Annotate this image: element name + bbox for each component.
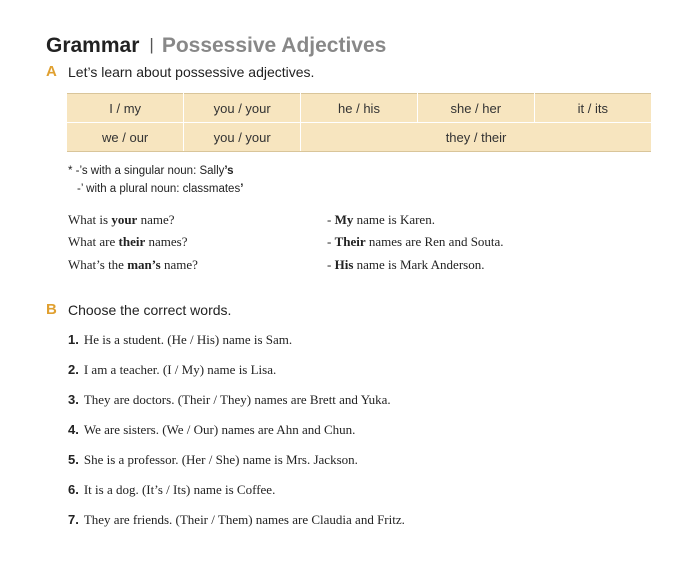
exercise-item	[68, 332, 292, 348]
note-text: -’ with a plural noun: classmates	[77, 183, 241, 195]
text: name is Mark Anderson.	[353, 257, 485, 272]
exercise-text: It is a dog. (It’s / Its) name is Coffee.	[83, 482, 276, 497]
note-bold: ’s	[224, 165, 234, 177]
example-answer	[327, 234, 504, 250]
table-row	[67, 94, 651, 123]
page-subtitle: Possessive Adjectives	[161, 34, 387, 57]
exercise-text: They are doctors. (Their / They) names are Brett and Yuka.	[83, 392, 391, 407]
table-cell: you / your	[184, 94, 301, 123]
text: What’s the	[68, 257, 128, 272]
exercise-text: He is a student. (He / His) name is Sam.	[83, 332, 293, 347]
text: names?	[145, 234, 188, 249]
table-cell: you / your	[184, 123, 301, 152]
text: names are Ren and Souta.	[365, 234, 504, 249]
exercise-text: She is a professor. (Her / She) name is Mrs. Jackson.	[83, 452, 358, 467]
text: What is	[68, 212, 112, 227]
table-cell: she / her	[417, 94, 534, 123]
text: -	[327, 234, 335, 249]
exercise-number: 2.	[68, 362, 79, 377]
exercise-number: 1.	[68, 332, 79, 347]
table-cell: I / my	[67, 94, 184, 123]
text: What are	[68, 234, 119, 249]
bold-word: His	[334, 257, 354, 272]
text: name?	[160, 257, 198, 272]
text: -	[327, 212, 335, 227]
table-cell: he / his	[301, 94, 418, 123]
table-cell: it / its	[534, 94, 651, 123]
bold-word: man’s	[127, 257, 161, 272]
section-b-label: B	[46, 301, 57, 318]
example-answer	[327, 212, 435, 228]
section-a-label: A	[46, 63, 57, 80]
table-cell: we / our	[67, 123, 184, 152]
bold-word: their	[118, 234, 146, 249]
section-a-instruction: Let’s learn about possessive adjectives.	[68, 64, 315, 80]
exercise-text: We are sisters. (We / Our) names are Ahn and Chun.	[83, 422, 356, 437]
example-question	[68, 257, 198, 273]
table-cell: they / their	[301, 123, 651, 152]
example-question	[68, 234, 187, 250]
pronoun-table	[67, 93, 651, 152]
page-header	[46, 34, 386, 58]
exercise-item	[68, 512, 405, 528]
section-b-instruction: Choose the correct words.	[68, 302, 232, 318]
text: name is Karen.	[353, 212, 435, 227]
note-plural	[77, 183, 243, 195]
exercise-item	[68, 452, 358, 468]
text: -	[327, 257, 335, 272]
note-bold: ’	[240, 183, 244, 195]
exercise-item	[68, 362, 276, 378]
bold-word: your	[111, 212, 138, 227]
table-row	[67, 123, 651, 152]
text: name?	[137, 212, 175, 227]
title-separator: |	[149, 35, 154, 54]
example-answer	[327, 257, 484, 273]
exercise-item	[68, 422, 355, 438]
note-text: * -’s with a singular noun: Sally	[68, 165, 225, 177]
exercise-number: 4.	[68, 422, 79, 437]
exercise-item	[68, 482, 275, 498]
exercise-number: 6.	[68, 482, 79, 497]
exercise-number: 3.	[68, 392, 79, 407]
exercise-text: They are friends. (Their / Them) names are Claudia and Fritz.	[83, 512, 405, 527]
exercise-text: I am a teacher. (I / My) name is Lisa.	[83, 362, 277, 377]
exercise-item	[68, 392, 391, 408]
exercise-number: 5.	[68, 452, 79, 467]
note-singular	[68, 165, 234, 177]
bold-word: My	[334, 212, 354, 227]
bold-word: Their	[334, 234, 366, 249]
page-title: Grammar	[46, 34, 140, 57]
example-question	[68, 212, 175, 228]
exercise-number: 7.	[68, 512, 79, 527]
